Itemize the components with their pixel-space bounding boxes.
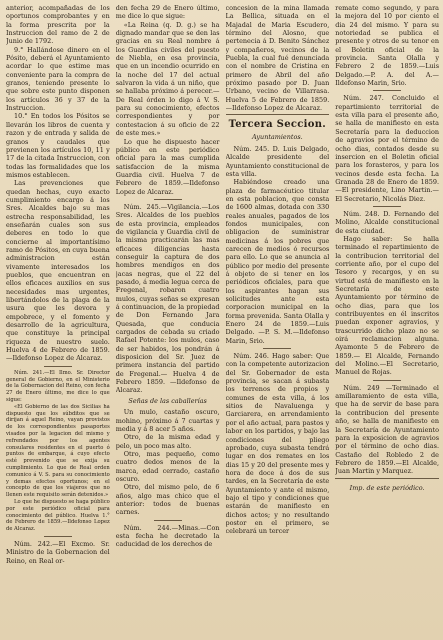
paragraph: «El Gobierno de las dos Sicilias ha dispuesto que los súbditos que se dirijan á aquel Reino, vayan provistos de los correspondientes pasaportes visados por la legacion del mismo y refrendados por los agentes consulares residentes en el puerto ó puntos de embarque, á cuyo efecto esté prevenido que se exija su cumplimiento. Lo que de Real orden comunico á V. S. para su conocimiento y demas efectos oportunos; en el concepto de que los viajeros que no llenen este requisito serán detenidos.»: [6, 403, 110, 499]
paragraph: Núm. 248. D. Fernando del Molino, Alcalde constitucional de esta ciudad.: [335, 209, 439, 235]
paragraph: Núm. 245. D. Luis Delgado, Alcalde presidente del Ayuntamiento constitucional de esta villa.: [225, 144, 330, 178]
paragraph: Otro, del mismo pelo, de 6 años, algo mas chico que el anterior: todos de buenas carnes.: [115, 483, 220, 517]
paragraph: Núm. 246. Hago saber: Que con la competente autorizacion del Sr. Gobernador de esta provincia, se sacan á subasta los terrenos de propios y comunes de esta villa, á los sitios de Navaluenga y Garciarera, en arrendamiento por el año actual, para pastos y labor en los partidos, y bajo las condiciones del pliego aprobado, cuya subasta tendrá lugar en dos remates en los dias 15 y 20 del presente mes y hora de doce á dos de sus tardes, en la Secretaría de este Ayuntamiento y ante el mismo, bajo el tipo y condiciones que estarán de manifiesto en dichos actos; y no resultando postor en el primero, se celebrará un tercer: [225, 352, 330, 536]
paragraph: Otro, de la misma edad y pelo, un poco mas alto.: [115, 433, 220, 450]
notice-divider: [44, 366, 72, 367]
paragraph: Lo que he dispuesto se haga público por este periódico oficial para conocimiento del público. Huelva 1.° de Febrero de 1859.—Ildefonso Lopez de Alcaraz.: [6, 498, 110, 533]
notice-divider: [263, 348, 291, 349]
paragraph: concesion de la mina llamada La Bellica, situada en el Majadal de Maria Escudero, término del Alosno, que pertenecia á D. Benito Sánchez y compañeros, vecinos de la Puebla, la cual fué denunciada con el nombre de Cristina en primero de Abril del año próximo pasado por D. Juan Urbano, vecino de Villarrasa. Huelva 5 de Febrero de 1859. —Ildefonso Lopez de Alcaraz.: [225, 4, 330, 113]
column-4: [335, 4, 439, 640]
paragraph: Núm. 249 —Terminado el amillaramiento de esta villa, que ha de servir de base para la contribucion del presente año, se halla de manifiesto en la Secretaría de Ayuntamiento para la exposicion de agravios por el término de ocho dias. Castaño del Robledo 2 de Febrero de 1859.—El Alcalde, Juan Martin y Marquez.: [335, 383, 439, 476]
paragraph: Núm. 242.—El Excmo. Sr. Ministro de la Gobernacion del Reino, en Real or-: [6, 539, 110, 565]
subheading: Señas de las caballerías: [128, 396, 207, 405]
notice-divider: [44, 536, 72, 537]
paragraph: Otro, mas pequeño, como cuatro dedos menos de la marca, edad cerrado, castaño oscuro.: [115, 449, 220, 483]
paragraph: Un mulo, castaño oscuro, mohino, próximo á 7 cuartas y media y á 8 acer 5 años.: [115, 408, 220, 433]
paragraph: 9.° Hallándose dinero en el Pósito, deberá el Ayuntamiento acordar lo que estime mas conveniente para la compra de granos, teniendo presente lo que sobre este punto disponen los artículos 36 y 37 de la Instruccion.: [6, 45, 110, 113]
paragraph: anterior, acompañadas de los oportunos comprobantes y en la forma prescrita por la Instruccion del ramo de 2 de Junio de 1792.: [6, 4, 110, 46]
section-heading: Tercera Seccion.: [228, 119, 327, 131]
paragraph: Las prevenciones que quedan hechas, cuyo exacto cumplimiento encargo á los Sres. Alcaldes bajo su mas estrecha responsabilidad, les enseñarán cuales son sus deberes en todo lo que concierne al importantísimo ramo de Pósitos, en cuya buena administracion están vivamente interesados los pueblos, que encuentran en ellos eficaces auxilios en sus necesidades mas urgentes, libertándolos de la plaga de la usura que les devora y empobrece, y el fomento y desarrollo de la agricultura, que constituye la principal riqueza de nuestro suelo. Huelva 4 de Febrero de 1859. —Ildefonso Lopez de Alcaraz.: [6, 179, 110, 363]
paragraph: 10.° En todos los Pósitos se llevarán los libros de cuenta y razon y de entrada y salida de granos y caudales que previenen los artículos 10, 11 y 17 de la citada Instruccion, con todas las formalidades que los mismos establecen.: [6, 112, 110, 179]
notice-divider: [154, 520, 182, 521]
notice-divider: [373, 90, 401, 91]
paragraph: Núm. 241.—El Ilmo. Sr. Director general de Gobierno, en el Ministerio de la Gobernacion del Reino, con fecha 27 de Enero último, me dice lo que sigue:: [6, 369, 110, 403]
paragraph: Núm. 247. Concluido el repartimiento territorial de esta villa para el presente año, se halla de manifiesto en esta Secretaría para la deduccion de agravios por el término de ocho dias, contados desde su insercion en el Boletin oficial para los forasteros, y para los vecinos desde esta fecha. La Granada 28 de Enero de 1859. —El presidente, Lino Martin.—El Secretario, Nicolás Diez.: [335, 94, 439, 203]
paragraph: den fecha 29 de Enero último, me dice lo que sigue:: [115, 4, 220, 21]
paragraph: Habiéndose creado una plaza de farmacéutico titular en esta poblacion, que consta de 1600 almas, dotada con 330 reales anuales, pagados de los fondos municipales, con obligacion de suministrar medicinas á los pobres que carecen de medios ó recursos para ello. Lo que se anuncia al público por medio del presente á objeto de si tener en los periódicos oficiales, para que los aspirantes hagan sus solicitudes ante esta corporacion municipal en la forma prevenida. Santa Olalla y Enero 24 de 1859.—Luis Delgado. —P. S. M.—Ildefonso Marin, Srio.: [225, 178, 330, 345]
column-2: [116, 4, 220, 640]
notice-divider: [373, 206, 401, 207]
section-divider: [226, 114, 330, 115]
paragraph: «La Reina (q. D. g.) se ha dignado mandar que se den las gracias en su Real nombre á los Guardias civiles del puesto de Niebla, en esa provincia, que en un incendio ocurrido en la noche del 17 del actual salvaron la vida á un niño, que se hallaba próximo á perecer.—De Real órden lo digo á V. S. para su conocimiento, efectos correspondientes y por contestacion á su oficio de 22 de este mes.»: [115, 20, 220, 138]
paragraph: Núm. 245.—Vigilancia.—Los Sres. Alcaldes de los pueblos de esta provincia, empleados de vigilancia y Guardia civil de la misma practicarán las mas eficaces diligencias hasta conseguir la captura de dos hombres mendigos en dos jacas negras, que el 22 del pasado, á media legua cerca de Fregenal, robaron cuatro mulos, cuyas señas se expresan á continuacion, de la propiedad de Don Fernando Jara Quesada, que conducia cargados de cebada su criado Rafael Potente: los mulos, caso de ser habidos, los pondrán á disposicion del Sr. Juez de primera instancia del partido de Fregenal.— Huelva 4 de Febrero 1859. —Ildefonso de Alcaraz.: [115, 202, 220, 395]
column-3: [226, 4, 330, 640]
paragraph: Núm. 244.—Minas.—Con esta fecha he decretado la caducidad de los derechos de: [115, 523, 220, 549]
paragraph: remate como segundo, y para la mejora del 10 por ciento el dia 24 del mismo. Y para su notoriedad se publica el presente y otros de su tenor en el Boletin oficial de la provincia. Santa Olalla y Febrero 2 de 1859.—Luis Delgado.—P. A. del A.—Ildefonso Marin, Srio.: [335, 4, 439, 88]
notice-divider: [154, 199, 182, 200]
paragraph: Hago saber: Se halla terminado el repartimiento de la contribucion territorial del corriente año, por el cupo del Tesoro y recargos, y en su virtud está de manifiesto en la Secretaría de este Ayuntamiento por término de ocho dias, para que los contribuyentes en él inscritos puedan exponer agravios, y trascurrido dicho plazo no se oirá reclamacion alguna. Ayamonte 5 de Febrero de 1859.— El Alcalde, Fernando del Molino.—El Secretario, Manuel de Rojas.: [335, 234, 439, 377]
notice-divider: [373, 380, 401, 381]
column-1: [6, 4, 110, 640]
paragraph: Imp. de este periódico.: [349, 483, 425, 492]
paragraph: Lo que he dispuesto hacer público en este periódico oficial para la mas cumplida satisfaccion de la misma Guardia civil. Huelva 7 de Febrero de 1859.—Ildefonso Lopez de Alcaraz.: [115, 137, 220, 196]
section-divider: [335, 478, 439, 479]
subheading: Ayuntamientos.: [252, 133, 303, 142]
